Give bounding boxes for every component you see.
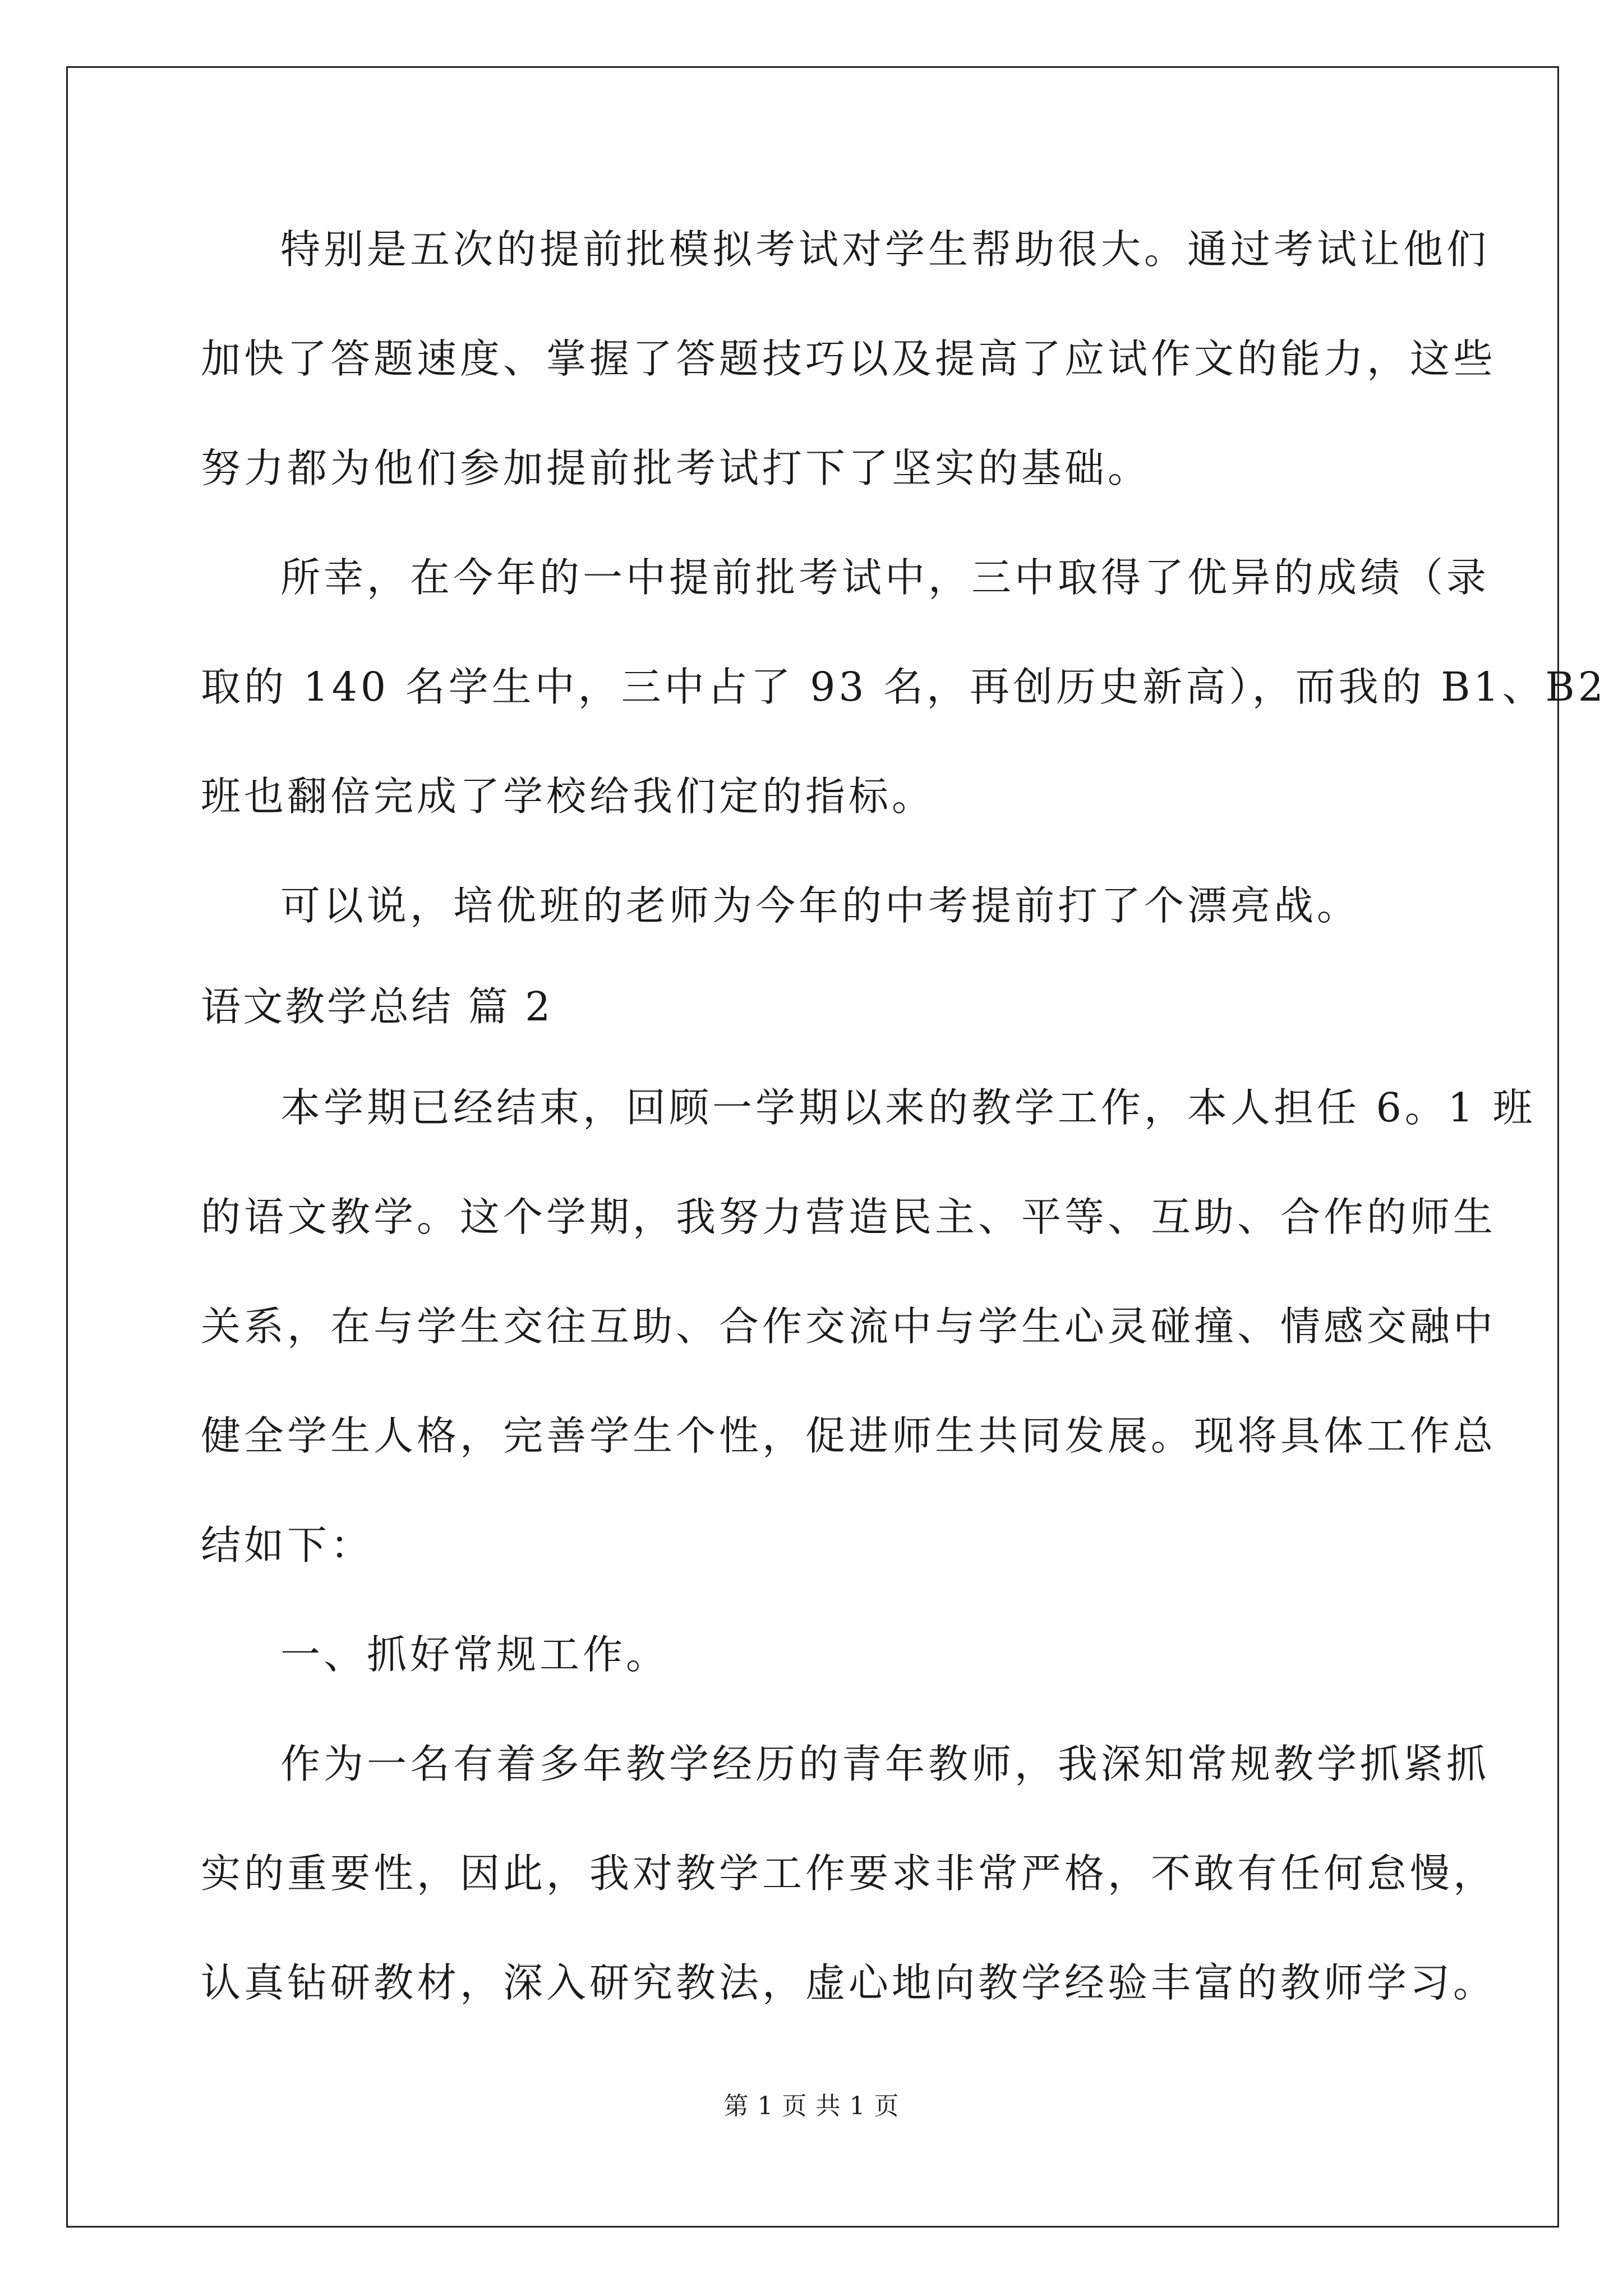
page-border bbox=[66, 66, 1559, 2228]
paragraph-4-line-2: 的语文教学。这个学期，我努力营造民主、平等、互助、合作的师生 bbox=[201, 1194, 1497, 1240]
paragraph-1-line-1: 特别是五次的提前批模拟考试对学生帮助很大。通过考试让他们 bbox=[280, 226, 1490, 273]
paragraph-2-line-2: 取的 140 名学生中，三中占了 93 名，再创历史新高），而我的 B1、B2 bbox=[201, 664, 1607, 710]
section-heading: 语文教学总结 篇 2 bbox=[201, 983, 553, 1030]
paragraph-4-line-3: 关系，在与学生交往互助、合作交流中与学生心灵碰撞、情感交融中 bbox=[201, 1303, 1497, 1350]
paragraph-2-line-3: 班也翻倍完成了学校给我们定的指标。 bbox=[201, 773, 935, 820]
paragraph-6-line-2: 实的重要性，因此，我对教学工作要求非常严格，不敢有任何怠慢， bbox=[201, 1850, 1497, 1897]
paragraph-4-line-5: 结如下： bbox=[201, 1522, 374, 1568]
paragraph-6-line-1: 作为一名有着多年教学经历的青年教师，我深知常规教学抓紧抓 bbox=[280, 1741, 1490, 1787]
paragraph-6-line-3: 认真钻研教材，深入研究教法，虚心地向教学经验丰富的教师学习。 bbox=[201, 1959, 1497, 2006]
paragraph-1-line-3: 努力都为他们参加提前批考试打下了坚实的基础。 bbox=[201, 445, 1151, 491]
paragraph-1-line-2: 加快了答题速度、掌握了答题技巧以及提高了应试作文的能力，这些 bbox=[201, 335, 1497, 382]
paragraph-3-line-1: 可以说，培优班的老师为今年的中考提前打了个漂亮战。 bbox=[280, 882, 1361, 929]
paragraph-5-line-1: 一、抓好常规工作。 bbox=[280, 1631, 670, 1678]
paragraph-4-line-4: 健全学生人格，完善学生个性，促进师生共同发展。现将具体工作总 bbox=[201, 1412, 1497, 1459]
paragraph-2-line-1: 所幸，在今年的一中提前批考试中，三中取得了优异的成绩（录 bbox=[280, 554, 1490, 601]
paragraph-4-line-1: 本学期已经结束，回顾一学期以来的教学工作，本人担任 6。1 班 bbox=[280, 1084, 1536, 1131]
page-footer: 第 1 页 共 1 页 bbox=[723, 2092, 900, 2120]
